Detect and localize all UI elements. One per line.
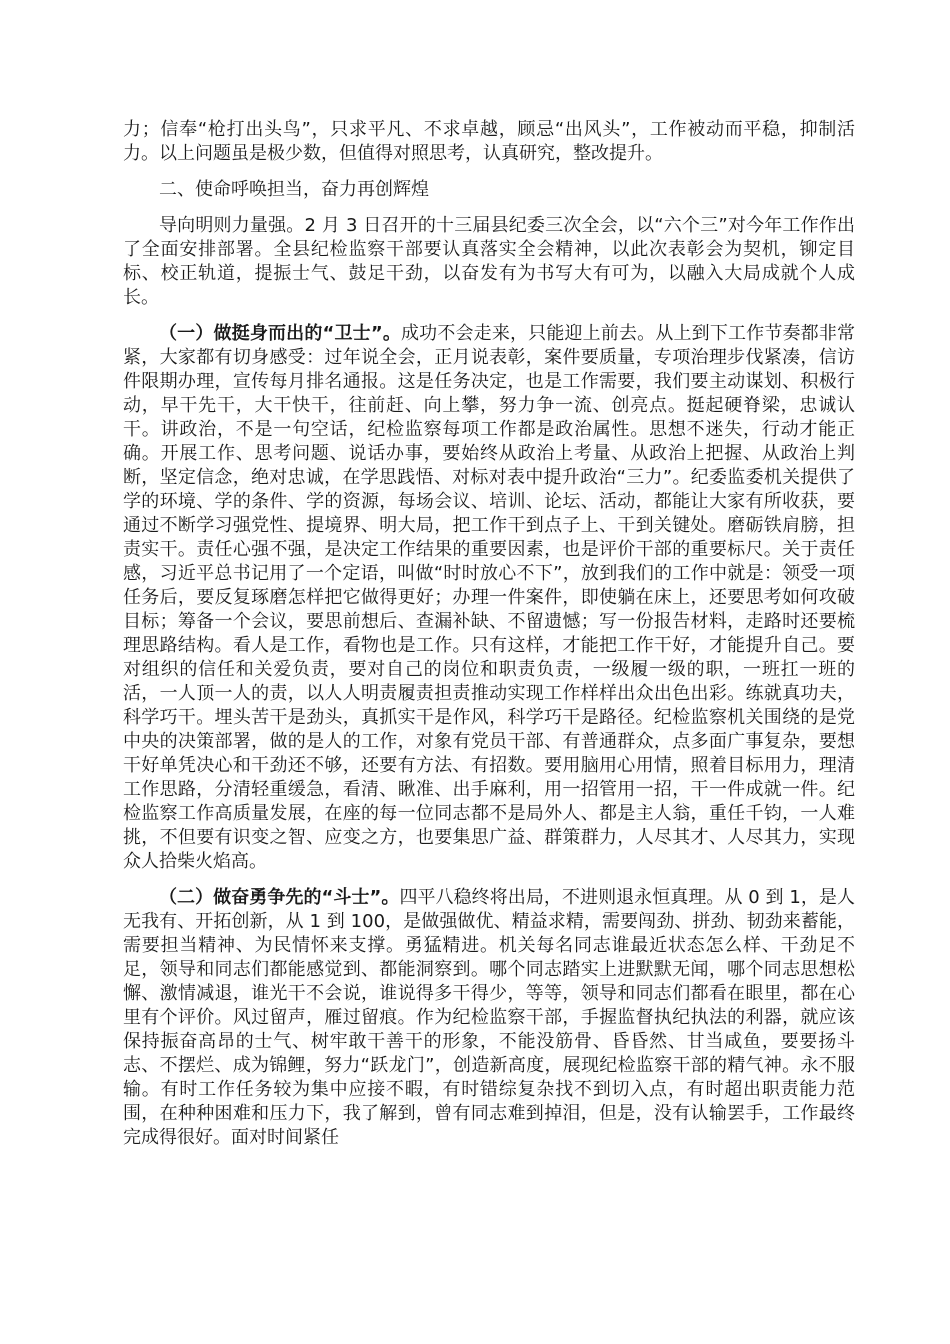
paragraph-two-title: （二）做奋勇争先的“斗士”。 <box>159 887 400 908</box>
paragraph-two <box>123 886 855 1150</box>
paragraph-intro: 导向明则力量强。2 月 3 日召开的十三届县纪委三次全会，以“六个三”对今年工作作出了全面安排部署。全县纪检监察干部要认真落实全会精神，以此次表彰会为契机，铆定目标、校正轨道，提振士气、鼓足干劲，以奋发有为书写大有可为，以融入大局成就个人成长。 <box>123 215 855 308</box>
section-heading: 二、使命呼唤担当，奋力再创辉煌 <box>159 179 429 200</box>
document-page <box>123 118 855 1162</box>
paragraph-two-body: 四平八稳终将出局，不进则退永恒真理。从 0 到 1，是人无我有、开拓创新，从 1 到 100，是做强做优、精益求精，需要闯劲、拼劲、韧劲来蓄能，需要担当精神、为民情怀来支撑。勇猛精进。机关每名同志谁最近状态怎么样、干劲足不足，领导和同志们都能感觉到、都能洞察到。哪个同志踏实上进默默无闻，哪个同志思想松懈、激情减退，谁光干不会说，谁说得多干得少，等等，领导和同志们都看在眼里，都在心里有个评价。风过留声，雁过留痕。作为纪检监察干部，手握监督执纪执法的利器，就应该保持振奋高昂的士气、树牢敢干善干的形象，不能没筋骨、昏昏然、甘当咸鱼，要要扬斗志、不摆烂、成为锦鲤，努力“跃龙门”，创造新高度，展现纪检监察干部的精气神。永不服输。有时工作任务较为集中应接不暇，有时错综复杂找不到切入点，有时超出职责能力范围，在种种困难和压力下，我了解到，曾有同志难到掉泪，但是，没有认输罢手，工作最终完成得很好。面对时间紧任 <box>123 887 855 1148</box>
paragraph-one-title: （一）做挺身而出的“卫士”。 <box>159 323 401 344</box>
paragraph-one-body: 成功不会走来，只能迎上前去。从上到下工作节奏都非常紧，大家都有切身感受：过年说全会，正月说表彰，案件要质量，专项治理步伐紧凑，信访件限期办理，宣传每月排名通报。这是任务决定，也是工作需要，我们要主动谋划、积极行动，早干先干，大干快干，往前赶、向上攀，努力争一流、创亮点。挺起硬脊梁，忠诚认干。讲政治，不是一句空话，纪检监察每项工作都是政治属性。思想不迷失，行动才能正确。开展工作、思考问题、说话办事，要始终从政治上考量、从政治上把握、从政治上判断，坚定信念，绝对忠诚，在学思践悟、对标对表中提升政治“三力”。纪委监委机关提供了学的环境、学的条件、学的资源，每场会议、培训、论坛、活动，都能让大家有所收获，要通过不断学习强党性、提境界、明大局，把工作干到点子上、干到关键处。磨砺铁肩膀，担责实干。责任心强不强，是决定工作结果的重要因素，也是评价干部的重要标尺。关于责任感，习近平总书记用了一个定语，叫做“时时放心不下”，放到我们的工作中就是：领受一项任务后，要反复琢磨怎样把它做得更好；办理一件案件，即使躺在床上，还要思考如何攻破目标；筹备一个会议，要思前想后、查漏补缺、不留遗憾；写一份报告材料，走路时还要梳理思路结构。看人是工作，看物也是工作。只有这样，才能把工作干好，才能提升自己。要对组织的信任和关爱负责，要对自己的岗位和职责负责，一级履一级的职，一班扛一班的活，一人顶一人的责，以人人明责履责担责推动实现工作样样出众出色出彩。练就真功夫，科学巧干。埋头苦干是劲头，真抓实干是作风，科学巧干是路径。纪检监察机关围绕的是党中央的决策部署，做的是人的工作，对象有党员干部、有普通群众，点多面广事复杂，要想干好单凭决心和干劲还不够，还要有方法、有招数。要用脑用心用情，照着目标用力，理清工作思路，分清轻重缓急，看清、瞅准、出手麻利，用一招管用一招，干一件成就一件。纪检监察工作高质量发展，在座的每一位同志都不是局外人、都是主人翁，重任千钧，一人难挑，不但要有识变之智、应变之方，也要集思广益、群策群力，人尽其才、人尽其力，实现众人拾柴火焰高。 <box>123 323 855 872</box>
paragraph-one <box>123 322 855 874</box>
paragraph-continued: 力；信奉“枪打出头鸟”，只求平凡、不求卓越，顾忌“出风头”，工作被动而平稳，抑制活力。以上问题虽是极少数，但值得对照思考，认真研究，整改提升。 <box>123 119 855 164</box>
